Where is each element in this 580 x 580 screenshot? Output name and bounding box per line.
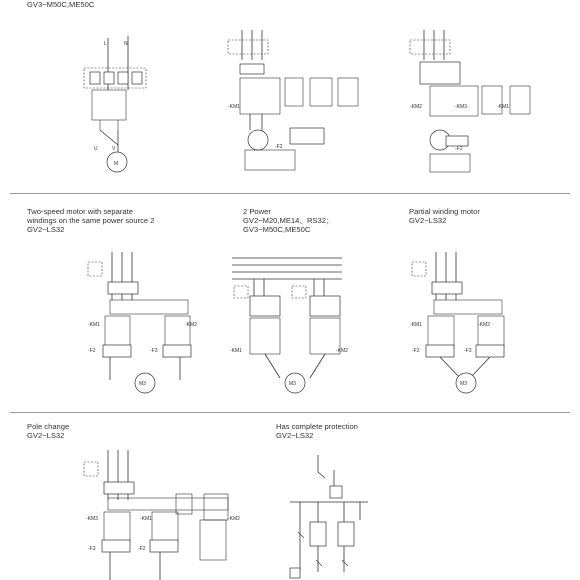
diagram-star-delta-1 xyxy=(228,30,358,170)
caption-two-speed-1: Two-speed motor with separate xyxy=(27,207,133,216)
label-phase-n: N xyxy=(124,41,128,47)
label-f3-c: -F3 xyxy=(88,546,96,552)
label-phase-l: L xyxy=(104,41,107,47)
label-km1-b: -KM1 xyxy=(497,104,509,110)
label-km1-a: -KM1 xyxy=(228,104,240,110)
diagram-complete-protection xyxy=(290,455,368,578)
caption-pole-1: Pole change xyxy=(27,422,70,431)
diagram-pole-change xyxy=(84,450,240,580)
label-km2-e: -KM2 xyxy=(228,516,240,522)
label-km1-f: -KM1 xyxy=(140,516,152,522)
label-motor3-c: M3 xyxy=(460,381,467,387)
caption-partial-1: Partial winding motor xyxy=(409,207,480,216)
label-km1-d: -KM1 xyxy=(230,348,242,354)
caption-protection-2: GV2−LS32 xyxy=(276,431,314,440)
label-f2-c: -F2 xyxy=(88,348,96,354)
caption-two-speed-2: windings on the same power source 2 xyxy=(27,216,155,225)
diagram-two-power xyxy=(230,258,348,393)
label-u: U xyxy=(94,146,98,152)
diagram-two-speed xyxy=(88,252,197,393)
label-km3-a: -KM3 xyxy=(455,104,467,110)
label-f2-d: -F2 xyxy=(412,348,420,354)
label-km3-b: -KM3 xyxy=(86,516,98,522)
label-f2-b: -F2 xyxy=(455,146,463,152)
caption-pole-2: GV2−LS32 xyxy=(27,431,65,440)
label-f2-e: -F2 xyxy=(138,546,146,552)
label-motor3-b: M3 xyxy=(289,381,296,387)
caption-partial-2: GV2−LS32 xyxy=(409,216,447,225)
motor-symbol-2 xyxy=(248,130,268,150)
diagram-star-delta-2 xyxy=(410,30,530,172)
label-motor: M xyxy=(114,161,119,167)
label-km1-c: -KM1 xyxy=(88,322,100,328)
label-km2-b: -KM2 xyxy=(185,322,197,328)
caption-top-row: GV3−M50C,ME50C xyxy=(27,0,95,9)
caption-two-speed-3: GV2−LS32 xyxy=(27,225,65,234)
switch-contact-1 xyxy=(90,72,100,84)
switch-contact-3 xyxy=(118,72,128,84)
label-f3-b: -F3 xyxy=(464,348,472,354)
label-motor3-a: M3 xyxy=(139,381,146,387)
caption-two-power-1: 2 Power xyxy=(243,207,271,216)
label-f2-a: -F2 xyxy=(275,144,283,150)
switch-contact-4 xyxy=(132,72,142,84)
caption-two-power-2: GV2−M20,ME14、RS32； xyxy=(243,216,334,225)
diagram-partial-winding xyxy=(410,252,504,393)
caption-two-power-3: GV3−M50C,ME50C xyxy=(243,225,311,234)
label-km1-e: -KM1 xyxy=(410,322,422,328)
label-km2-c: -KM2 xyxy=(336,348,348,354)
label-km2-a: -KM2 xyxy=(410,104,422,110)
caption-protection-1: Has complete protection xyxy=(276,422,358,431)
label-v: V xyxy=(112,146,116,152)
label-km2-d: -KM2 xyxy=(478,322,490,328)
switch-contact-2 xyxy=(104,72,114,84)
label-f3-a: -F3 xyxy=(150,348,158,354)
diagram-single-phase-motor xyxy=(84,36,146,172)
